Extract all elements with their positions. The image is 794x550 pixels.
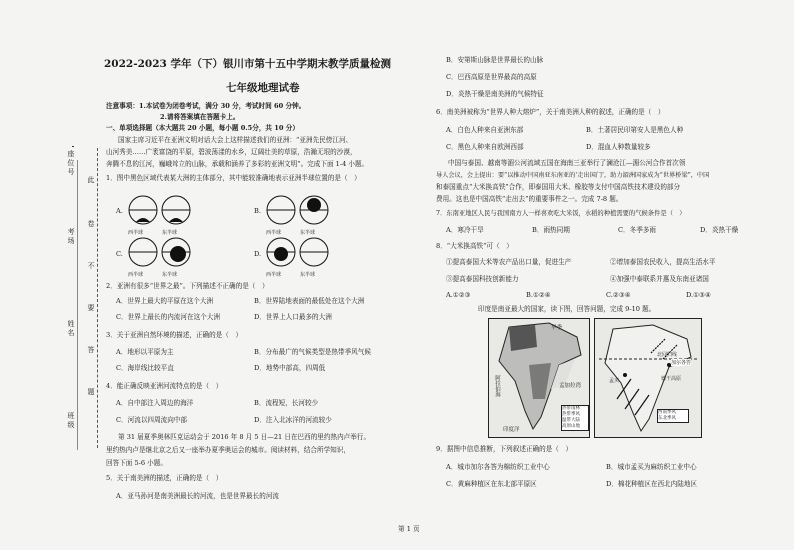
question-1: 1．图中黑色区域代表某大洲的主体部分，其中能较准确地表示亚洲半球位置的是（ ） (106, 174, 361, 182)
q3-option-a: A．地形以平原为主 (116, 348, 174, 356)
q8-item-4: ④加强中泰联系并惠及东南亚诸国 (610, 275, 709, 283)
q8-option-d: D.①③④ (686, 291, 711, 299)
map1-label-arabian-sea: 阿拉伯海 (494, 375, 500, 397)
seat-number-label: 座位号 (67, 150, 75, 177)
seal-char-3: 不 (87, 262, 95, 271)
b-east-label: 东半球 (300, 230, 316, 236)
legend-monsoon: 热带季风 (562, 412, 580, 417)
seal-char-1: 此 (87, 176, 95, 185)
intro-india: 印度是南亚最大的国家，读下图，回答问题，完成 9-10 题。 (478, 305, 656, 313)
q8-item-3: ③提高泰国科技创新能力 (446, 275, 519, 283)
note-2: 2.请将答案填在答题卡上。 (160, 113, 240, 121)
q9-option-c: C．黄麻种植区在东北部平原区 (446, 480, 537, 488)
q6-option-d: D．混血人种数量较多 (586, 143, 651, 151)
map2-legend (657, 409, 689, 423)
q8-option-c: C.②③④ (606, 291, 631, 299)
q1-option-b: B. (254, 207, 261, 215)
c-east-label: 东半球 (162, 272, 178, 278)
map1-legend (561, 405, 589, 431)
q9-option-b: B．城市孟买为麻纺织工业中心 (606, 463, 697, 471)
map2-label-tropic: 北回归线 (657, 352, 678, 358)
q2-option-d: D．世界上人口最多的大洲 (254, 313, 332, 321)
a-east-label: 东半球 (162, 230, 178, 236)
q7-option-d: D．炎热干燥 (700, 226, 739, 234)
question-3: 3．关于亚洲自然环境的描述，正确的是（ ） (106, 331, 243, 339)
intro-line-3: 奔腾不息的江河，巍峨耸立的山脉，承载和涵养了多彩的亚洲文明”。完成下面 1-4 小题。 (106, 160, 369, 168)
seal-char-5: 答 (87, 346, 95, 355)
q2-option-a: A．世界上最大的平原在这个大洲 (116, 297, 214, 305)
intro-line-2: 山河秀美……广袤富饶的平原，碧波荡漾的水乡，辽阔壮美的草原，浩瀚无垠的沙漠， (106, 148, 357, 156)
q5-option-d: D．炎热干燥是南美洲的气候特征 (446, 90, 544, 98)
q7-option-c: C．冬季多雨 (618, 226, 657, 234)
exam-title: 2022-2023 学年（下）银川市第十五中学期末教学质量检测 (104, 58, 391, 70)
map2-label-kolkata: 加尔各答 (671, 360, 692, 366)
q3-option-d: D．地势中部高，四周低 (254, 364, 326, 372)
q6-option-a: A．白色人种来自亚洲东部 (446, 126, 524, 134)
map2-label-mumbai: 孟买 (609, 378, 620, 384)
d-west-label: 西半球 (266, 272, 282, 278)
intro-mekong-1: 中国与泰国、越南等湄公河流域五国在海南三亚举行了澜沧江—湄公河合作首次领 (448, 159, 686, 167)
q6-option-b: B．土著居民印第安人是黑色人种 (586, 126, 684, 134)
seal-char-4: 要 (87, 304, 95, 313)
q9-option-d: D．棉花种植区在西北内陆地区 (606, 480, 698, 488)
q8-option-b: B.①②④ (526, 291, 551, 299)
map1-label-bay: 孟加拉湾 (559, 383, 582, 389)
q7-option-b: B．雨热同期 (532, 226, 570, 234)
name-label: 姓名 (67, 320, 75, 338)
legend-ne-monsoon: 东北季风 (658, 416, 676, 421)
exam-subtitle: 七年级地理试卷 (226, 82, 300, 94)
q4-option-b: B．流程短，长河较少 (254, 399, 319, 407)
q4-option-a: A．自中部注入周边的海洋 (116, 399, 194, 407)
intro-olympics-3: 回答下面 5-6 小题。 (106, 459, 167, 467)
page-footer: 第 1 页 (398, 525, 420, 533)
india-monsoon-map (594, 318, 702, 438)
intro-olympics-1: 第 31 届夏季奥林匹克运动会于 2016 年 8 月 5 日—21 日在巴西的里约热内卢举行。 (118, 433, 371, 441)
legend-sw-monsoon: 西南季风 (658, 410, 676, 415)
map1-label-indian-ocean: 印度洋 (503, 427, 520, 433)
q8-item-2: ②增加泰国农民收入，提高生活水平 (610, 258, 716, 266)
question-7: 7．东南亚地区人民与我国南方人一样喜欢吃大米饭，水稻的种植需要的气候条件是（ ） (436, 210, 686, 217)
q5-option-a: A．亚马孙河是南美洲最长的河流，也是世界最长的河流 (116, 492, 280, 500)
intro-mekong-2: 导人会议，会上提出：要“以推动中国南亚东南亚的‘走出国门’，助力湄洲国家成为“世界桥梁”，中国 (436, 172, 710, 179)
question-5: 5．关于南美洲的描述，正确的是（ ） (106, 474, 223, 482)
map1-label-dry: 旱季 (551, 325, 563, 331)
seal-char-2: 卷 (87, 220, 95, 229)
question-6: 6．南美洲被称为“世界人种大熔炉”，关于南美洲人种的叙述，正确的是（ ） (436, 108, 665, 116)
q1-option-a: A. (116, 207, 123, 215)
intro-olympics-2: 里约热内卢是继北京之后又一座举办夏季奥运会的城市。阅读材料，结合所学知识， (106, 446, 350, 454)
legend-continental: 温带大陆 (562, 418, 580, 423)
q4-option-d: D．注入北冰洋的河流较少 (254, 416, 332, 424)
question-2: 2．亚洲有很多“世界之最”。下列描述不正确的是（ ） (106, 282, 269, 290)
legend-rainforest: 热带雨林 (562, 406, 580, 411)
q5-option-c: C．巴西高原是世界最高的高原 (446, 73, 537, 81)
question-9: 9．据图中信息推断，下列叙述正确的是（ ） (436, 445, 573, 453)
intro-line-1: 国家主席习近平在亚洲文明对话大会上这样描述我们的亚洲：“亚洲先民傍江河、 (118, 136, 353, 144)
q2-option-b: B．世界陆地表面的最低处在这个大洲 (254, 297, 365, 305)
class-label: 班级 (67, 412, 75, 430)
q6-option-c: C．黑色人种来自欧洲西部 (446, 143, 524, 151)
globe-pair-b (264, 194, 334, 228)
q7-option-a: A．寒冷干旱 (446, 226, 484, 234)
q3-option-c: C．海岸线比较平直 (116, 364, 174, 372)
question-4: 4．能正确反映亚洲河流特点的是（ ） (106, 382, 223, 390)
section-heading: 一、单项选择题（本大题共 20 小题，每小题 0.5分，共 10 分） (106, 124, 299, 132)
q9-option-a: A．城市加尔各答为棉纺织工业中心 (446, 463, 550, 471)
legend-highland: 高原山地 (562, 424, 580, 429)
q8-item-1: ①提高泰国大米等农产品出口量，促进生产 (446, 258, 572, 266)
b-west-label: 西半球 (266, 230, 282, 236)
d-east-label: 东半球 (300, 272, 316, 278)
globe-pair-c (126, 236, 196, 270)
q8-option-a: A.①②③ (446, 291, 471, 299)
c-west-label: 西半球 (128, 272, 144, 278)
q1-option-d: D. (254, 250, 262, 258)
q4-option-c: C．河流以四周流向中部 (116, 416, 187, 424)
fill-line (77, 160, 78, 450)
seal-char-6: 题 (87, 388, 95, 397)
india-climate-map (488, 318, 590, 438)
globe-pair-d (264, 236, 334, 270)
globe-pair-a (126, 194, 196, 228)
question-8: 8．“大米换高铁”可（ ） (436, 242, 513, 250)
intro-mekong-4: 费用。这也是中国高铁“走出去”的重要事件之一。完成 7-8 题。 (436, 195, 623, 203)
q5-option-b: B．安第斯山脉是世界最长的山脉 (446, 56, 544, 64)
q3-option-b: B．分布最广的气候类型是热带季风气候 (254, 348, 371, 356)
seal-line (97, 148, 98, 448)
map2-label-deccan: 德干高原 (661, 376, 682, 382)
q1-option-c: C. (116, 250, 123, 258)
a-west-label: 西半球 (128, 230, 144, 236)
exam-room-label: 考场 (67, 228, 75, 246)
q2-option-c: C．世界上最长的内流河在这个大洲 (116, 313, 220, 321)
intro-mekong-3: 和泰国重点“大米换高铁”合作，即泰国用大米、橡胶等支付中国高铁技术建设的部分 (436, 183, 681, 191)
note-1: 注意事项：1.本试卷为闭卷考试，满分 30 分，考试时间 60 分钟。 (106, 102, 306, 110)
